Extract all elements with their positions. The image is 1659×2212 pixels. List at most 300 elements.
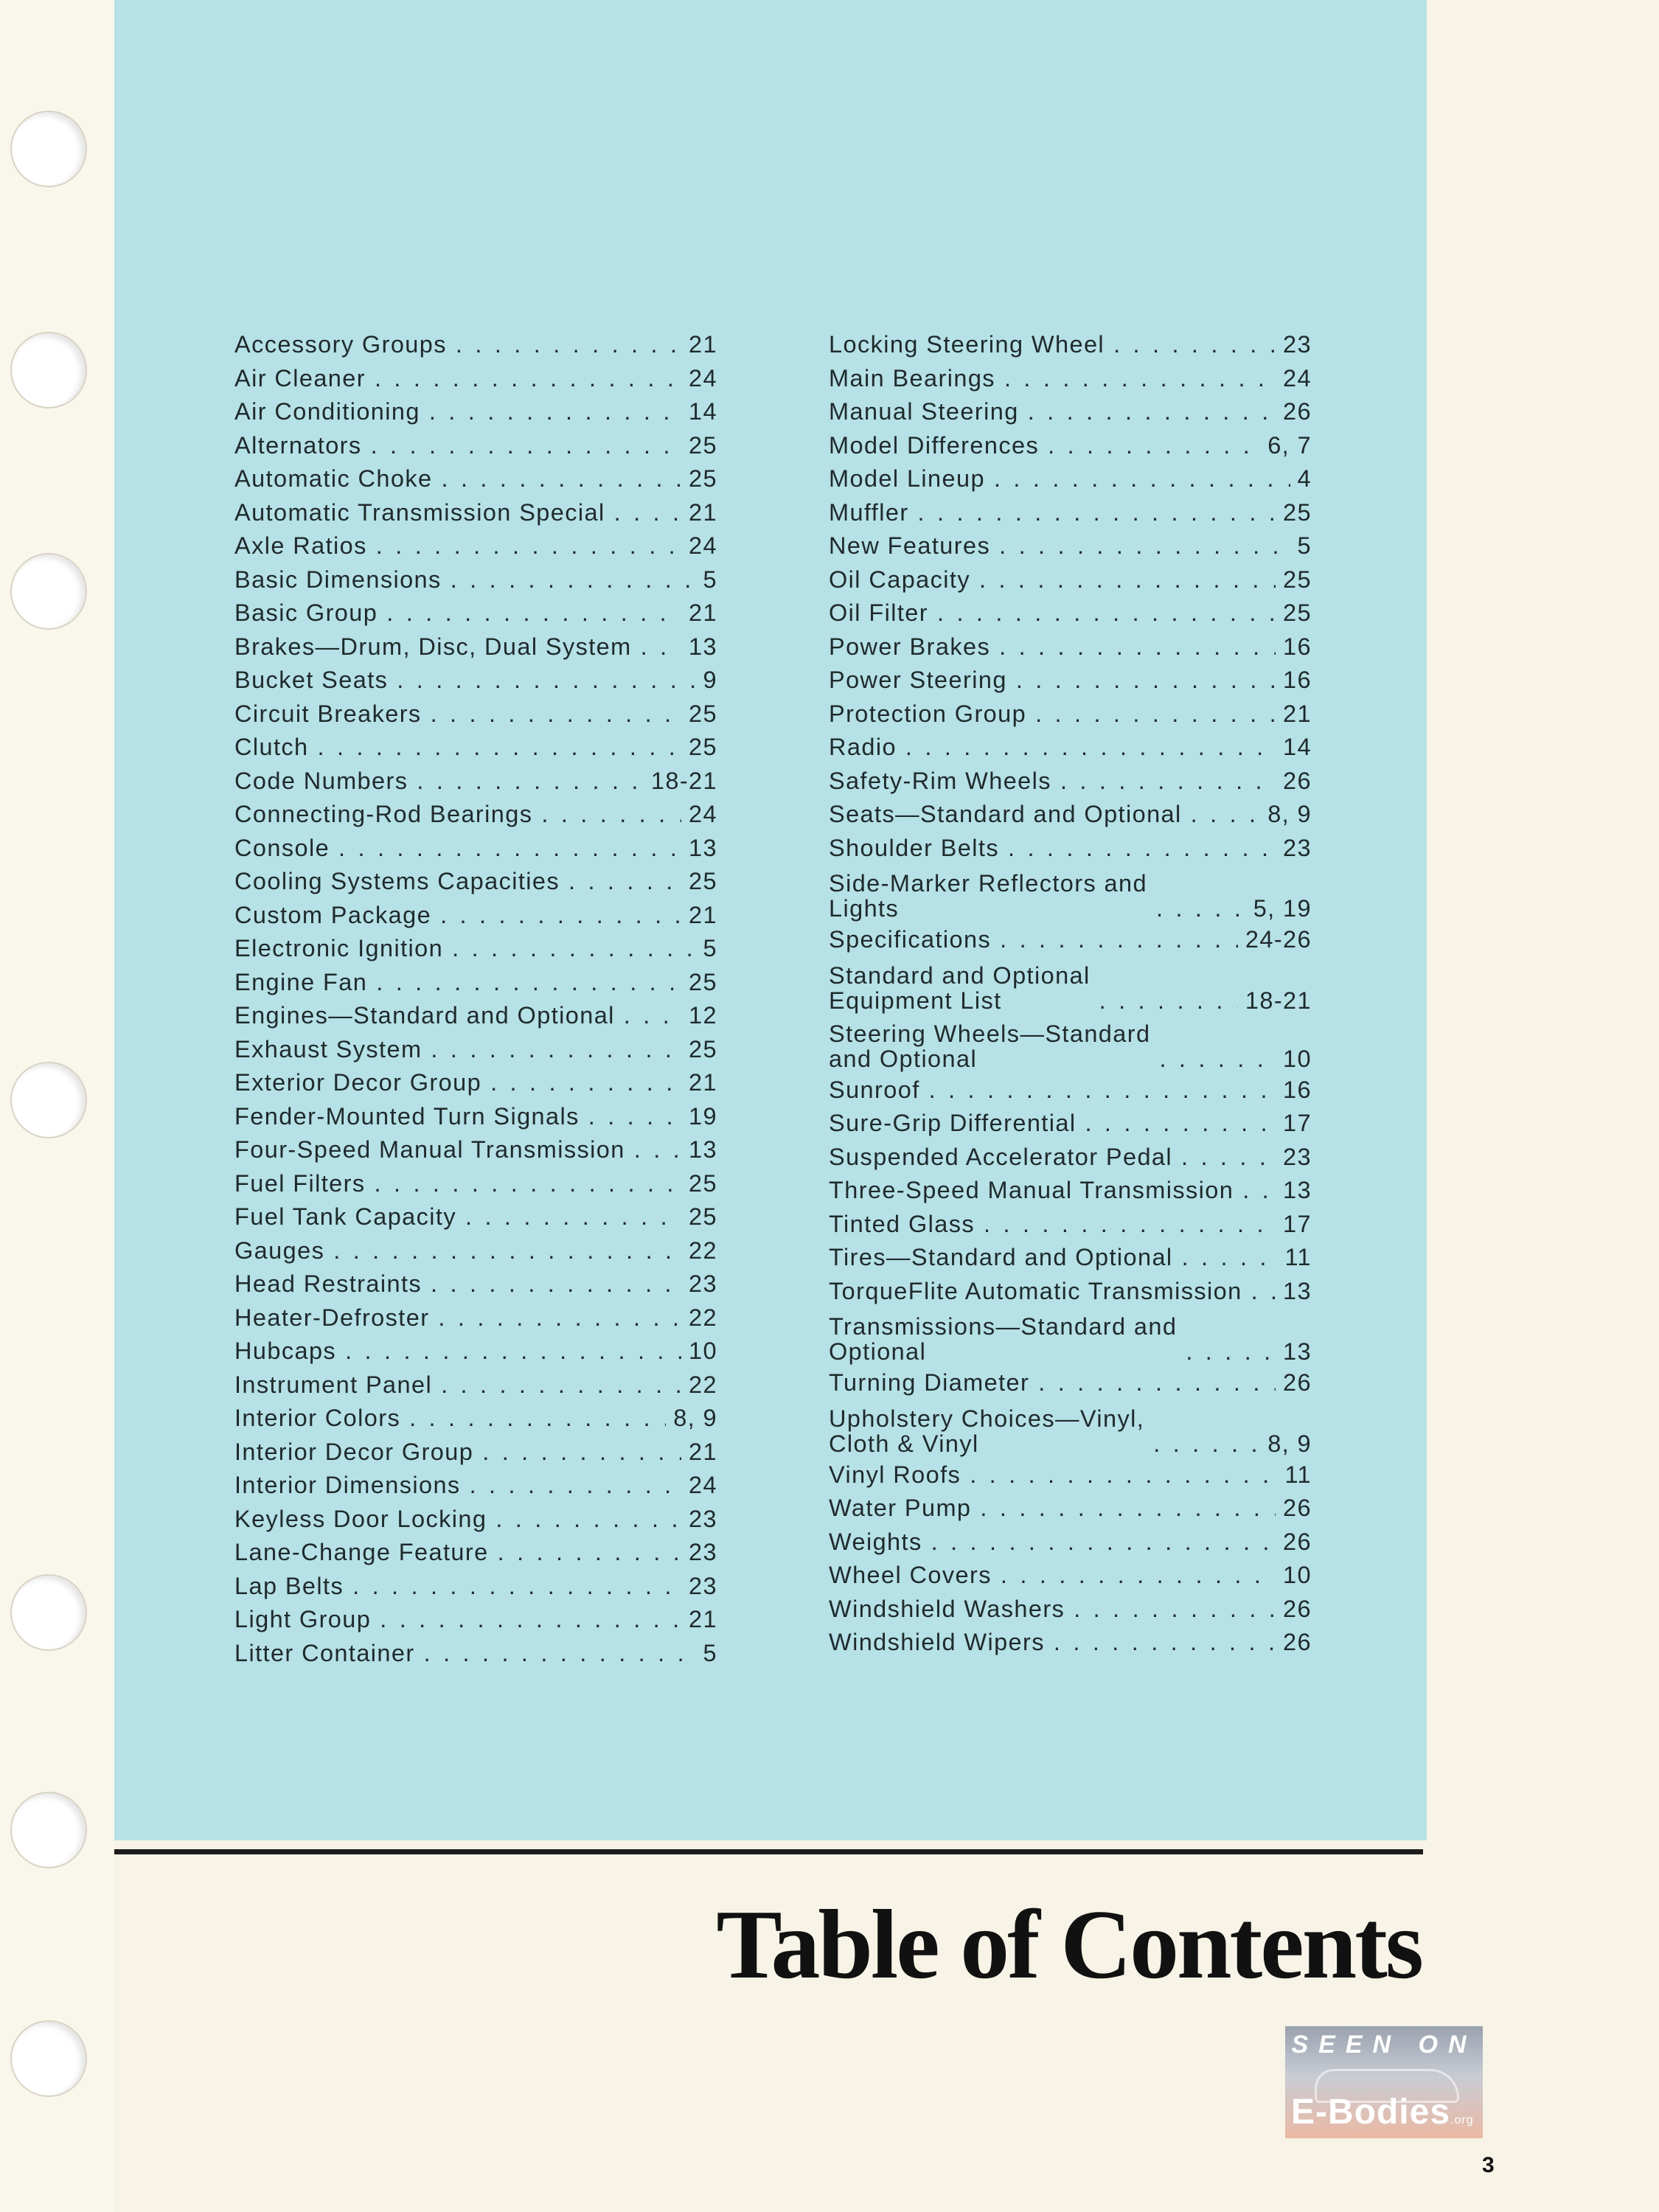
dot-leader bbox=[431, 1267, 681, 1301]
index-entry-label: Muffler bbox=[829, 498, 909, 526]
dot-leader bbox=[375, 1167, 682, 1201]
index-entry-page: 26 bbox=[1283, 1495, 1312, 1521]
index-entry bbox=[234, 765, 717, 799]
dot-leader bbox=[931, 1526, 1276, 1559]
index-entry bbox=[829, 765, 1312, 799]
index-entry-label: Main Bearings bbox=[829, 364, 995, 392]
logo-bottom-text: E-Bodies.org bbox=[1291, 2093, 1474, 2132]
dot-leader bbox=[431, 698, 681, 731]
index-entry bbox=[234, 664, 717, 698]
index-entry-page: 25 bbox=[689, 968, 717, 995]
dot-leader bbox=[465, 1200, 681, 1234]
index-entry bbox=[829, 496, 1312, 530]
index-entry bbox=[829, 1492, 1312, 1526]
index-entry bbox=[234, 630, 717, 664]
index-entry-label: Air Conditioning bbox=[234, 398, 420, 425]
page-title: Table of Contents bbox=[716, 1890, 1422, 1999]
index-entry-label: Protection Group bbox=[829, 700, 1027, 727]
dot-leader bbox=[452, 932, 695, 966]
index-entry-page: 25 bbox=[689, 465, 717, 492]
index-entry bbox=[234, 1603, 717, 1637]
index-entry-page: 13 bbox=[1283, 1338, 1312, 1365]
index-entry bbox=[234, 395, 717, 429]
dot-leader bbox=[1048, 429, 1260, 463]
dot-leader bbox=[1242, 1174, 1276, 1208]
index-entry-label: Water Pump bbox=[829, 1495, 972, 1521]
binder-hole bbox=[10, 553, 87, 630]
index-entry-label: Interior Dimensions bbox=[234, 1472, 461, 1498]
index-entry-label: Clutch bbox=[234, 734, 309, 760]
index-entry-label: Fender-Mounted Turn Signals bbox=[234, 1102, 580, 1130]
index-entry bbox=[234, 1100, 717, 1134]
index-entry-page: 25 bbox=[689, 431, 717, 459]
index-entry bbox=[829, 798, 1312, 832]
index-entry bbox=[829, 1626, 1312, 1660]
index-entry bbox=[829, 664, 1312, 698]
index-entry bbox=[234, 429, 717, 463]
index-entry bbox=[234, 529, 717, 563]
index-entry-page: 25 bbox=[1283, 599, 1312, 626]
dot-leader bbox=[999, 529, 1290, 563]
index-entry-label: Locking Steering Wheel bbox=[829, 331, 1105, 358]
dot-leader bbox=[376, 529, 681, 563]
index-entry-label: Console bbox=[234, 834, 330, 861]
index-entry-label: Keyless Door Locking bbox=[234, 1505, 487, 1532]
dot-leader bbox=[1113, 328, 1276, 362]
dot-leader bbox=[409, 1402, 666, 1436]
index-entry-page: 26 bbox=[1283, 767, 1312, 794]
index-entry-page: 18-21 bbox=[650, 767, 717, 794]
dot-leader bbox=[980, 1492, 1276, 1526]
index-entry bbox=[829, 563, 1312, 597]
binder-hole bbox=[10, 332, 87, 408]
index-entry-page: 26 bbox=[1283, 1528, 1312, 1555]
index-entry-label: Basic Group bbox=[234, 599, 378, 626]
dot-leader bbox=[937, 597, 1276, 630]
index-entry-label: Power Steering bbox=[829, 667, 1007, 693]
index-entry bbox=[829, 462, 1312, 496]
index-entry-page: 5 bbox=[703, 566, 717, 593]
index-entry-label: Radio bbox=[829, 734, 897, 760]
index-entry bbox=[234, 1033, 717, 1067]
dot-leader bbox=[641, 630, 681, 664]
dot-leader bbox=[1001, 1559, 1276, 1593]
index-entry-label: Connecting-Rod Bearings bbox=[234, 801, 533, 827]
index-entry-page: 26 bbox=[1283, 1595, 1312, 1622]
index-entry-page: 21 bbox=[1283, 700, 1312, 727]
index-entry-label: Interior Colors bbox=[234, 1405, 401, 1431]
index-entry-label: Suspended Accelerator Pedal bbox=[829, 1143, 1173, 1170]
index-entry-label: Shoulder Belts bbox=[829, 834, 999, 861]
index-entry-page: 8, 9 bbox=[673, 1405, 717, 1431]
binder-hole bbox=[10, 1574, 87, 1651]
index-entry-label: Exterior Decor Group bbox=[234, 1069, 482, 1096]
dot-leader bbox=[1000, 923, 1238, 957]
index-entry bbox=[234, 1536, 717, 1570]
index-entry-label: Automatic Choke bbox=[234, 465, 433, 492]
index-entry-page: 24-26 bbox=[1245, 926, 1312, 953]
index-entry bbox=[234, 1469, 717, 1503]
index-entry-page: 25 bbox=[689, 1035, 717, 1062]
index-entry-page: 23 bbox=[1283, 1143, 1312, 1170]
index-entry-label: Fuel Tank Capacity bbox=[234, 1203, 456, 1230]
binder-hole bbox=[10, 1792, 87, 1868]
index-entry bbox=[829, 1241, 1312, 1275]
index-entry-page: 25 bbox=[689, 734, 717, 760]
index-entry-label: Litter Container bbox=[234, 1639, 415, 1666]
dot-leader bbox=[979, 563, 1276, 597]
title-rule bbox=[114, 1849, 1423, 1854]
index-entry-page: 22 bbox=[689, 1304, 717, 1331]
index-entry bbox=[234, 1267, 717, 1301]
dot-leader bbox=[371, 429, 681, 463]
index-entry bbox=[234, 1637, 717, 1671]
index-entry-page: 9 bbox=[703, 667, 717, 693]
index-entry-label: Oil Filter bbox=[829, 599, 928, 626]
index-entry bbox=[829, 1593, 1312, 1627]
dot-leader bbox=[1016, 664, 1276, 698]
index-entry-label: Cooling Systems Capacities bbox=[234, 868, 560, 894]
index-entry bbox=[234, 999, 717, 1033]
index-entry bbox=[234, 1234, 717, 1268]
index-entry-label: Gauges bbox=[234, 1237, 325, 1264]
index-entry bbox=[829, 429, 1312, 463]
index-entry bbox=[829, 1141, 1312, 1175]
dot-leader bbox=[1008, 832, 1276, 866]
index-entry bbox=[234, 362, 717, 396]
index-entry-page: 23 bbox=[689, 1270, 717, 1297]
index-entry bbox=[829, 1526, 1312, 1559]
dot-leader bbox=[380, 1603, 681, 1637]
dot-leader bbox=[1028, 395, 1276, 429]
index-entry bbox=[234, 462, 717, 496]
dot-leader bbox=[441, 462, 681, 496]
dot-leader bbox=[541, 798, 681, 832]
index-entry-page: 26 bbox=[1283, 1369, 1312, 1396]
binder-hole bbox=[10, 1062, 87, 1138]
index-entry bbox=[829, 1366, 1312, 1400]
dot-leader bbox=[614, 496, 681, 530]
index-entry-label: Circuit Breakers bbox=[234, 700, 422, 727]
index-entry bbox=[829, 1015, 1312, 1074]
index-entry bbox=[829, 1074, 1312, 1107]
index-entry-label: Automatic Transmission Special bbox=[234, 498, 605, 526]
binder-hole bbox=[10, 111, 87, 187]
index-entry-page: 24 bbox=[689, 801, 717, 827]
index-column-left bbox=[234, 328, 717, 1670]
index-entry-page: 21 bbox=[689, 1069, 717, 1096]
index-entry bbox=[234, 1301, 717, 1335]
index-entry-label: Accessory Groups bbox=[234, 331, 447, 358]
index-entry-page: 6, 7 bbox=[1267, 431, 1312, 459]
index-entry-label: Model Differences bbox=[829, 431, 1040, 459]
index-entry-page: 21 bbox=[689, 1606, 717, 1632]
dot-leader bbox=[1182, 1241, 1278, 1275]
index-entry-page: 14 bbox=[1283, 734, 1312, 760]
seen-on-e-bodies-logo bbox=[1285, 2026, 1483, 2138]
index-entry-label: Lap Belts bbox=[234, 1572, 344, 1599]
index-entry-label: Axle Ratios bbox=[234, 532, 367, 559]
index-entry bbox=[234, 1436, 717, 1470]
index-entry-page: 21 bbox=[689, 498, 717, 526]
dot-leader bbox=[994, 462, 1290, 496]
index-entry bbox=[829, 630, 1312, 664]
index-entry bbox=[234, 1570, 717, 1604]
dot-leader bbox=[918, 496, 1276, 530]
index-entry bbox=[829, 395, 1312, 429]
index-entry bbox=[234, 1133, 717, 1167]
index-entry-page: 10 bbox=[1283, 1045, 1312, 1072]
index-entry bbox=[234, 328, 717, 362]
index-entry bbox=[829, 1208, 1312, 1242]
index-entry-label: Light Group bbox=[234, 1606, 372, 1632]
index-entry-label: Specifications bbox=[829, 926, 992, 953]
index-entry-label: Oil Capacity bbox=[829, 566, 970, 593]
index-entry bbox=[234, 496, 717, 530]
index-entry-page: 25 bbox=[689, 1203, 717, 1230]
index-entry-label: Sunroof bbox=[829, 1076, 920, 1103]
dot-leader bbox=[1035, 698, 1276, 731]
index-entry-label: Transmissions—Standard and Optional bbox=[829, 1313, 1178, 1365]
index-entry-label: Four-Speed Manual Transmission bbox=[234, 1136, 625, 1163]
index-entry-page: 24 bbox=[689, 532, 717, 559]
index-entry-label: Exhaust System bbox=[234, 1035, 422, 1062]
index-entry-label: Bucket Seats bbox=[234, 667, 389, 693]
index-entry-label: Standard and Optional Equipment List bbox=[829, 961, 1091, 1014]
dot-leader bbox=[495, 1503, 681, 1537]
index-entry-label: Alternators bbox=[234, 431, 362, 459]
index-entry bbox=[829, 731, 1312, 765]
index-entry-page: 23 bbox=[689, 1572, 717, 1599]
index-entry-label: Upholstery Choices—Vinyl, Cloth & Vinyl bbox=[829, 1405, 1145, 1457]
dot-leader bbox=[498, 1536, 681, 1570]
index-entry bbox=[234, 597, 717, 630]
index-entry-page: 8, 9 bbox=[1267, 1430, 1312, 1457]
index-entry-page: 5 bbox=[703, 935, 717, 961]
dot-leader bbox=[1085, 1107, 1276, 1141]
index-entry-label: TorqueFlite Automatic Transmission bbox=[829, 1277, 1242, 1304]
index-entry-label: Side-Marker Reflectors and Lights bbox=[829, 870, 1147, 922]
dot-leader bbox=[1004, 362, 1276, 396]
dot-leader bbox=[375, 362, 681, 396]
index-entry-label: Three-Speed Manual Transmission bbox=[829, 1177, 1234, 1203]
index-entry-label: Tires—Standard and Optional bbox=[829, 1244, 1173, 1270]
index-entry-page: 13 bbox=[689, 633, 717, 660]
index-entry-label: Manual Steering bbox=[829, 398, 1019, 425]
dot-leader bbox=[352, 1570, 681, 1604]
index-entry-page: 12 bbox=[689, 1002, 717, 1029]
index-entry-page: 21 bbox=[689, 599, 717, 626]
index-entry-label: Instrument Panel bbox=[234, 1371, 433, 1398]
index-entry bbox=[829, 957, 1312, 1015]
index-entry bbox=[234, 1402, 717, 1436]
index-entry bbox=[829, 1308, 1312, 1366]
index-entry-page: 13 bbox=[1283, 1277, 1312, 1304]
index-entry bbox=[829, 1107, 1312, 1141]
index-entry bbox=[234, 731, 717, 765]
index-entry-page: 24 bbox=[1283, 364, 1312, 392]
index-entry-page: 23 bbox=[689, 1505, 717, 1532]
dot-leader bbox=[1074, 1593, 1276, 1627]
index-entry bbox=[829, 1400, 1312, 1458]
index-entry-page: 5, 19 bbox=[1253, 895, 1312, 922]
index-entry-label: Custom Package bbox=[234, 901, 432, 928]
index-entry-page: 13 bbox=[1283, 1177, 1312, 1203]
dot-leader bbox=[1099, 988, 1238, 1013]
index-entry-label: Weights bbox=[829, 1528, 922, 1555]
index-entry-page: 5 bbox=[703, 1639, 717, 1666]
index-entry bbox=[829, 1174, 1312, 1208]
dot-leader bbox=[333, 1234, 681, 1268]
index-entry-label: Fuel Filters bbox=[234, 1169, 366, 1197]
index-entry bbox=[829, 529, 1312, 563]
index-entry bbox=[234, 563, 717, 597]
dot-leader bbox=[482, 1436, 681, 1470]
index-entry-label: Tinted Glass bbox=[829, 1210, 975, 1237]
index-entry-page: 22 bbox=[689, 1371, 717, 1398]
dot-leader bbox=[1038, 1366, 1276, 1400]
index-entry-page: 26 bbox=[1283, 398, 1312, 425]
dot-leader bbox=[634, 1133, 681, 1167]
dot-leader bbox=[318, 731, 682, 765]
dot-leader bbox=[438, 1301, 681, 1335]
index-entry-page: 11 bbox=[1284, 1244, 1312, 1270]
index-entry bbox=[829, 1559, 1312, 1593]
index-entry-label: Seats—Standard and Optional bbox=[829, 801, 1182, 827]
index-entry bbox=[234, 1167, 717, 1201]
index-entry-page: 23 bbox=[1283, 331, 1312, 358]
index-entry-label: Interior Decor Group bbox=[234, 1438, 474, 1465]
index-entry-page: 17 bbox=[1283, 1210, 1312, 1237]
index-entry-label: Heater-Defroster bbox=[234, 1304, 430, 1331]
index-entry-page: 21 bbox=[689, 331, 717, 358]
dot-leader bbox=[1060, 765, 1276, 799]
index-entry bbox=[234, 1200, 717, 1234]
dot-leader bbox=[456, 328, 681, 362]
dot-leader bbox=[588, 1100, 681, 1134]
index-entry-page: 22 bbox=[689, 1237, 717, 1264]
index-entry-label: Air Cleaner bbox=[234, 364, 366, 392]
index-entry-page: 24 bbox=[689, 364, 717, 392]
index-entry-label: Head Restraints bbox=[234, 1270, 422, 1297]
index-entry-label: Electronic Ignition bbox=[234, 935, 444, 961]
index-entry-page: 25 bbox=[689, 868, 717, 894]
index-entry bbox=[829, 328, 1312, 362]
dot-leader bbox=[1054, 1626, 1276, 1660]
dot-leader bbox=[429, 395, 681, 429]
dot-leader bbox=[1251, 1275, 1276, 1309]
dot-leader bbox=[397, 664, 695, 698]
index-entry-label: New Features bbox=[829, 532, 991, 559]
index-entry-label: Lane-Change Feature bbox=[234, 1539, 489, 1565]
index-entry-page: 16 bbox=[1283, 667, 1312, 693]
index-entry-page: 10 bbox=[1283, 1562, 1312, 1588]
index-entry-label: Steering Wheels—Standard and Optional bbox=[829, 1020, 1151, 1072]
dot-leader bbox=[417, 765, 644, 799]
index-entry-page: 16 bbox=[1283, 633, 1312, 660]
index-entry bbox=[234, 1066, 717, 1100]
index-entry bbox=[829, 362, 1312, 396]
dot-leader bbox=[970, 1458, 1277, 1492]
dot-leader bbox=[1153, 1431, 1260, 1456]
index-entry-label: Windshield Wipers bbox=[829, 1629, 1045, 1655]
dot-leader bbox=[440, 899, 681, 933]
index-entry-label: Hubcaps bbox=[234, 1338, 337, 1364]
index-entry bbox=[234, 966, 717, 1000]
index-entry bbox=[234, 899, 717, 933]
index-entry-label: Engines—Standard and Optional bbox=[234, 1002, 615, 1029]
dot-leader bbox=[490, 1066, 681, 1100]
index-entry bbox=[829, 865, 1312, 923]
index-entry bbox=[829, 1275, 1312, 1309]
index-entry bbox=[234, 798, 717, 832]
index-entry-page: 10 bbox=[689, 1338, 717, 1364]
index-entry-page: 17 bbox=[1283, 1110, 1312, 1136]
dot-leader bbox=[984, 1208, 1276, 1242]
binder-margin bbox=[0, 0, 114, 2212]
index-entry-page: 25 bbox=[689, 700, 717, 727]
index-entry-label: Engine Fan bbox=[234, 968, 368, 995]
dot-leader bbox=[424, 1637, 696, 1671]
dot-leader bbox=[376, 966, 681, 1000]
index-entry-label: Basic Dimensions bbox=[234, 566, 442, 593]
index-entry-page: 25 bbox=[1283, 498, 1312, 526]
index-entry-label: Sure-Grip Differential bbox=[829, 1110, 1077, 1136]
index-entry-page: 25 bbox=[689, 1169, 717, 1197]
dot-leader bbox=[1159, 1046, 1276, 1071]
index-column-right bbox=[829, 328, 1312, 1660]
dot-leader bbox=[999, 630, 1276, 664]
index-entry-page: 23 bbox=[689, 1539, 717, 1565]
dot-leader bbox=[905, 731, 1276, 765]
dot-leader bbox=[1156, 896, 1246, 921]
index-entry bbox=[829, 1458, 1312, 1492]
index-entry-page: 23 bbox=[1283, 834, 1312, 861]
index-entry-page: 16 bbox=[1283, 1076, 1312, 1103]
index-entry-label: Code Numbers bbox=[234, 767, 408, 794]
index-entry-page: 5 bbox=[1297, 532, 1312, 559]
dot-leader bbox=[386, 597, 681, 630]
binder-hole bbox=[10, 2020, 87, 2097]
index-entry bbox=[234, 1368, 717, 1402]
index-entry-page: 11 bbox=[1284, 1461, 1312, 1488]
dot-leader bbox=[1186, 1339, 1276, 1364]
index-entry bbox=[829, 698, 1312, 731]
index-entry bbox=[829, 597, 1312, 630]
index-entry-page: 21 bbox=[689, 1438, 717, 1465]
dot-leader bbox=[431, 1033, 681, 1067]
index-entry-page: 14 bbox=[689, 398, 717, 425]
index-entry bbox=[234, 698, 717, 731]
index-entry-page: 19 bbox=[689, 1102, 717, 1130]
index-entry-page: 25 bbox=[1283, 566, 1312, 593]
index-entry-label: Power Brakes bbox=[829, 633, 991, 660]
dot-leader bbox=[624, 999, 681, 1033]
dot-leader bbox=[929, 1074, 1276, 1107]
index-entry bbox=[234, 832, 717, 866]
index-entry-page: 13 bbox=[689, 1136, 717, 1163]
dot-leader bbox=[1191, 798, 1261, 832]
index-entry-page: 24 bbox=[689, 1472, 717, 1498]
index-entry bbox=[234, 865, 717, 899]
index-entry-page: 4 bbox=[1297, 465, 1312, 492]
index-entry-label: Turning Diameter bbox=[829, 1369, 1030, 1396]
dot-leader bbox=[1181, 1141, 1276, 1175]
index-entry-page: 13 bbox=[689, 834, 717, 861]
index-entry-label: Safety-Rim Wheels bbox=[829, 767, 1051, 794]
dot-leader bbox=[345, 1335, 681, 1368]
dot-leader bbox=[451, 563, 696, 597]
